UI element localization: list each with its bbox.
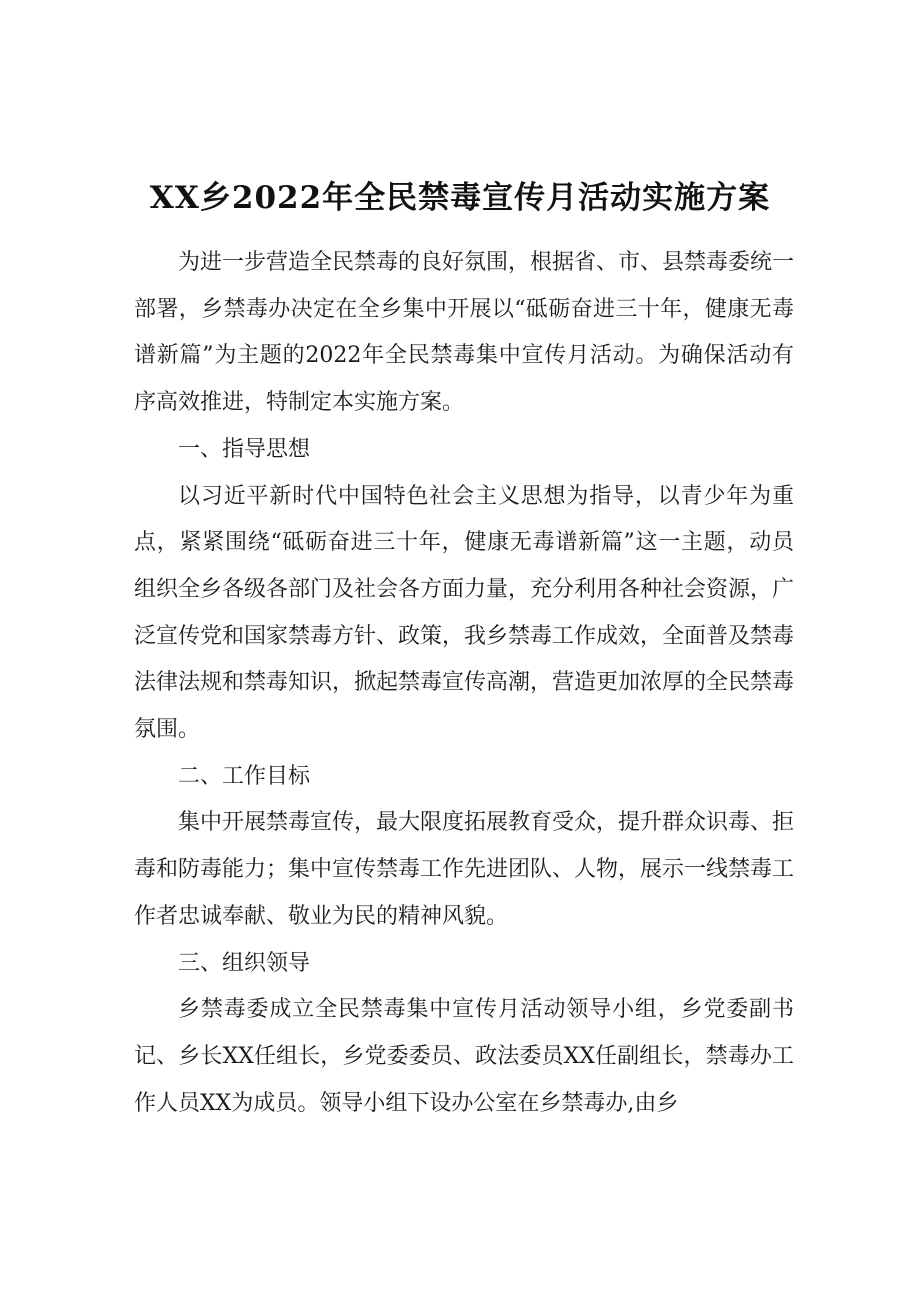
intro-paragraph: 为进一步营造全民禁毒的良好氛围，根据省、市、县禁毒委统一部署，乡禁毒办决定在全乡集中开展以“砥砺奋进三十年，健康无毒谱新篇”为主题的2022年全民禁毒集中宣传月活动。为确保活动有序高效推进，特制定本实施方案。 [134, 250, 795, 416]
section-heading-organization: 三、组织领导 [178, 950, 311, 976]
section-body-work-goals: 集中开展禁毒宣传，最大限度拓展教育受众，提升群众识毒、拒毒和防毒能力；集中宣传禁毒工作先进团队、人物，展示一线禁毒工作者忠诚奉献、敬业为民的精神风貌。 [134, 810, 795, 929]
document-body [134, 240, 794, 1127]
section-body-guiding-ideology: 以习近平新时代中国特色社会主义思想为指导，以青少年为重点，紧紧围绕“砥砺奋进三十年，健康无毒谱新篇”这一主题，动员组织全乡各级各部门及社会各方面力量，充分利用各种社会资源，广泛宣传党和国家禁毒方针、政策，我乡禁毒工作成效，全面普及禁毒法律法规和禁毒知识，掀起禁毒宣传高潮，营造更加浓厚的全民禁毒氛围。 [134, 483, 795, 743]
section-heading-work-goals: 二、工作目标 [178, 763, 311, 789]
section-body-organization: 乡禁毒委成立全民禁毒集中宣传月活动领导小组，乡党委副书记、乡长XX任组长，乡党委委员、政法委员XX任副组长，禁毒办工作人员XX为成员。领导小组下设办公室在乡禁毒办,由乡 [134, 997, 794, 1116]
section-heading-guiding-ideology: 一、指导思想 [178, 436, 311, 462]
document-title: XX乡2022年全民禁毒宣传月活动实施方案 [149, 180, 771, 216]
